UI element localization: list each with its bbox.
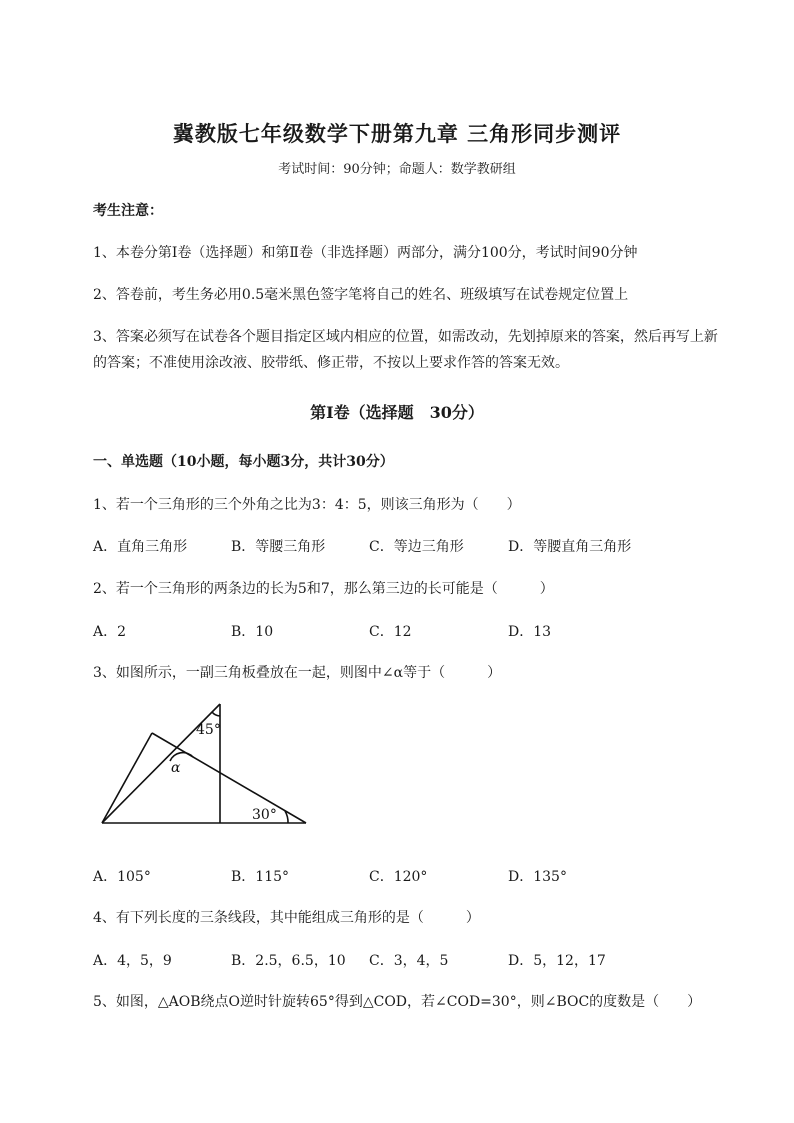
question-4-stem: 4、有下列长度的三条线段，其中能组成三角形的是（ ）	[93, 910, 480, 926]
q2-option-d: D．13	[508, 624, 552, 640]
label-30: 30°	[252, 807, 277, 823]
label-alpha: α	[171, 760, 181, 776]
q1-option-b: B．等腰三角形	[231, 539, 326, 555]
q4-option-c: C．3，4，5	[369, 953, 449, 969]
notice-item-3: 3、答案必须写在试卷各个题目指定区域内相应的位置，如需改动，先划掉原来的答案，然后再写上新	[93, 329, 718, 345]
q4-option-d: D．5，12，17	[508, 953, 606, 969]
q1-option-d: D．等腰直角三角形	[508, 539, 632, 555]
page-title: 冀教版七年级数学下册第九章 三角形同步测评	[172, 121, 622, 146]
q3-option-b: B．115°	[231, 869, 290, 885]
exam-info: 考试时间：90分钟；命题人：数学教研组	[278, 162, 516, 177]
question-5-stem: 5、如图，△AOB绕点O逆时针旋转65°得到△COD，若∠COD=30°，则∠BOC的度数是（ ）	[93, 994, 702, 1010]
left-edge	[102, 733, 152, 823]
q1-option-a: A．直角三角形	[93, 539, 188, 555]
notice-heading: 考生注意：	[93, 203, 163, 219]
triangle-set-figure	[98, 700, 310, 828]
angle-45-arc	[212, 712, 220, 716]
q2-option-a: A．2	[93, 624, 127, 640]
notice-item-3-cont: 的答案；不准使用涂改液、胶带纸、修正带，不按以上要求作答的答案无效。	[93, 355, 569, 371]
q3-option-c: C．120°	[369, 869, 428, 885]
notice-item-2: 2、答卷前，考生务必用0.5毫米黑色签字笔将自己的姓名、班级填写在试卷规定位置上	[93, 287, 629, 303]
q4-option-a: A．4，5，9	[93, 953, 172, 969]
q2-option-c: C．12	[369, 624, 412, 640]
q1-option-c: C．等边三角形	[369, 539, 464, 555]
q2-option-b: B．10	[231, 624, 274, 640]
q3-option-d: D．135°	[508, 869, 567, 885]
q3-option-a: A．105°	[93, 869, 151, 885]
q4-option-b: B．2.5，6.5，10	[231, 953, 346, 969]
question-3-stem: 3、如图所示，一副三角板叠放在一起，则图中∠α等于（ ）	[93, 665, 502, 681]
notice-item-1: 1、本卷分第Ⅰ卷（选择题）和第Ⅱ卷（非选择题）两部分，满分100分，考试时间90分钟	[93, 245, 638, 261]
question-1-stem: 1、若一个三角形的三个外角之比为3：4：5，则该三角形为（ ）	[93, 497, 521, 513]
slanted-edge	[152, 733, 306, 823]
question-2-stem: 2、若一个三角形的两条边的长为5和7，那么第三边的长可能是（ ）	[93, 581, 554, 597]
part-heading: 一、单选题（10小题，每小题3分，共计30分）	[93, 454, 394, 470]
section-title: 第Ⅰ卷（选择题 30分）	[310, 403, 484, 422]
label-45: 45°	[196, 722, 221, 738]
